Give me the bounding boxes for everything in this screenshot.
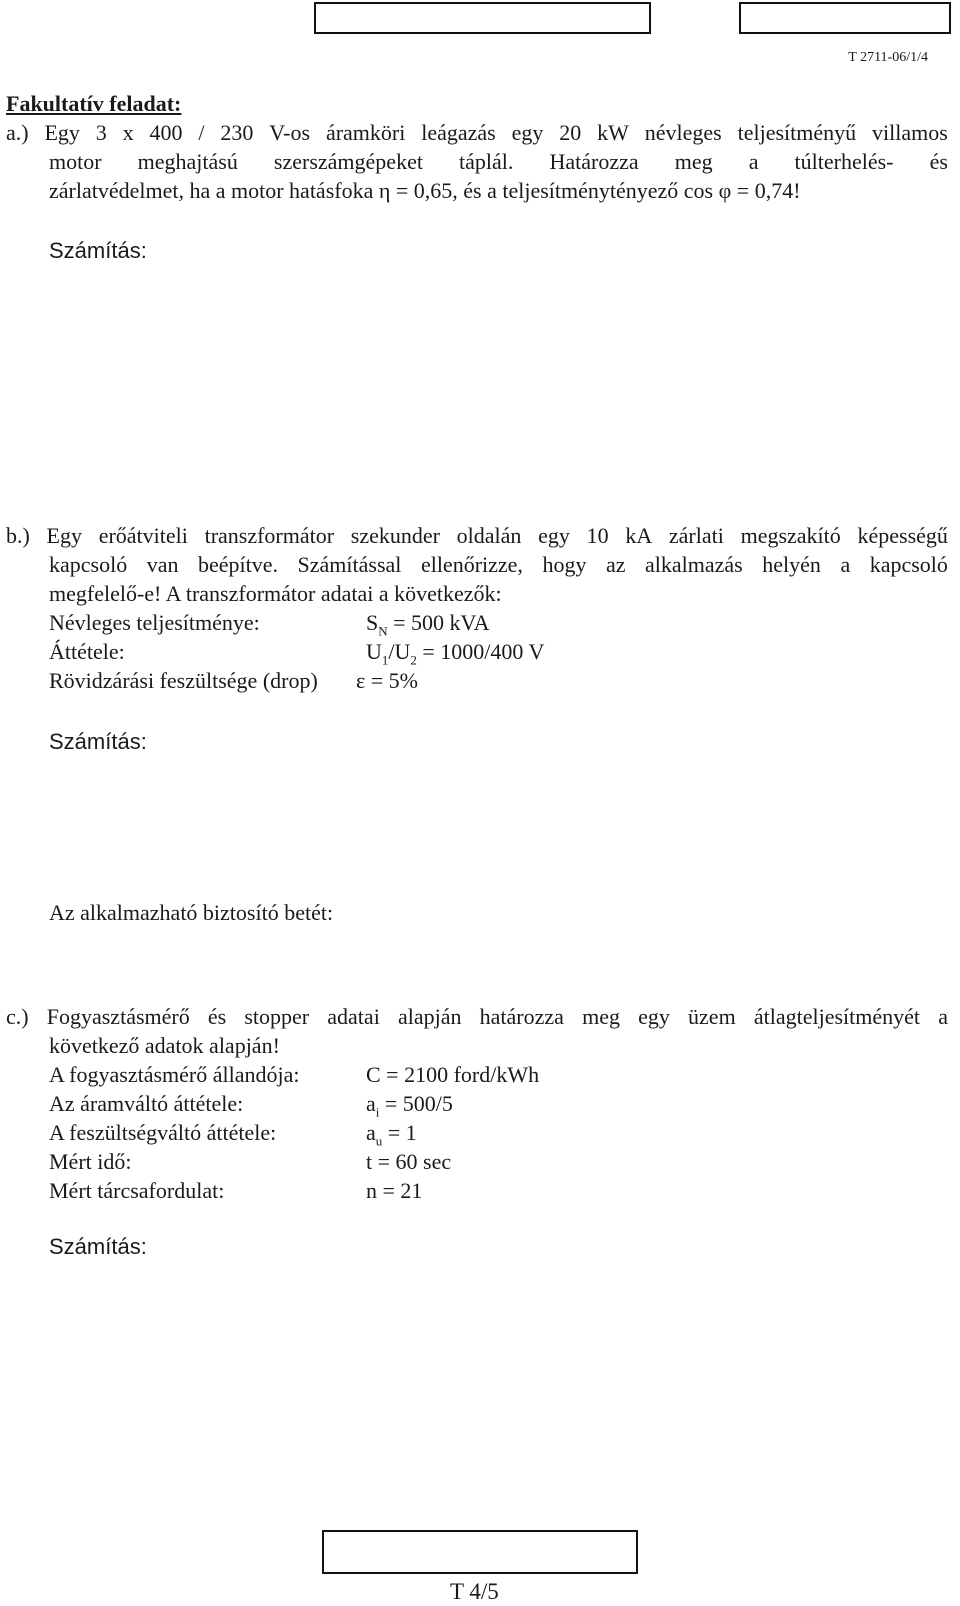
word: Határozza xyxy=(549,149,639,174)
part-b-line-2 xyxy=(49,551,948,579)
word: névleges xyxy=(644,120,722,145)
parameter-label: Névleges teljesítménye: xyxy=(49,610,260,635)
word: x xyxy=(122,120,134,145)
word: Egy xyxy=(46,523,82,548)
word: zárlati xyxy=(668,523,724,548)
value-text: = 500 kVA xyxy=(387,610,490,635)
part-c-calculation-label: Számítás: xyxy=(49,1234,147,1259)
score-box-right xyxy=(739,2,951,34)
word: kW xyxy=(597,120,629,145)
part-b-line-1 xyxy=(6,522,948,550)
value-text: S xyxy=(366,610,379,635)
fuse-label: Az alkalmazható biztosító betét: xyxy=(49,900,334,925)
word: b.) xyxy=(6,523,30,548)
word: túlterhelés- xyxy=(794,149,894,174)
word: hogy xyxy=(542,552,587,577)
subscript: N xyxy=(378,623,388,639)
word: 400 xyxy=(149,120,183,145)
word: szekunder xyxy=(350,523,440,548)
parameter-label: Áttétele: xyxy=(49,639,125,664)
word: a.) xyxy=(6,120,29,145)
parameter-value xyxy=(356,667,418,695)
word: meg xyxy=(582,1004,620,1029)
word: a xyxy=(840,552,851,577)
word: Egy xyxy=(44,120,80,145)
value-text: t = 60 sec xyxy=(366,1149,452,1174)
word: kapcsoló xyxy=(869,552,948,577)
word: az xyxy=(605,552,626,577)
parameter-value xyxy=(366,1148,451,1176)
word: villamos xyxy=(872,120,948,145)
word: teljesítményű xyxy=(737,120,857,145)
part-a-line-3: zárlatvédelmet, ha a motor hatásfoka η = 0,65, és a teljesítménytényező cos φ = 0,74! xyxy=(49,178,801,203)
word: adatai xyxy=(327,1004,380,1029)
word: szerszámgépeket xyxy=(273,149,423,174)
word: egy xyxy=(538,523,570,548)
word: és xyxy=(207,1004,227,1029)
word: Fogyasztásmérő xyxy=(46,1004,190,1029)
word: erőátviteli xyxy=(98,523,188,548)
parameter-label: Mért idő: xyxy=(49,1149,132,1174)
word: oldalán xyxy=(456,523,522,548)
part-b-line-3: megfelelő-e! A transzformátor adatai a következők: xyxy=(49,581,502,606)
word: 230 xyxy=(220,120,254,145)
parameter-value xyxy=(366,1061,539,1089)
value-text: = 500/5 xyxy=(379,1091,453,1116)
word: meg xyxy=(674,149,713,174)
parameter-label: Rövidzárási feszültsége (drop) xyxy=(49,668,318,693)
word: leágazás xyxy=(421,120,496,145)
value-text: /U xyxy=(388,639,411,664)
part-a-calculation-label: Számítás: xyxy=(49,238,147,263)
word: a xyxy=(748,149,759,174)
value-text: C = 2100 ford/kWh xyxy=(366,1062,540,1087)
word: c.) xyxy=(6,1004,29,1029)
word: / xyxy=(198,120,205,145)
word: alapján xyxy=(397,1004,462,1029)
section-title: Fakultatív feladat: xyxy=(6,91,182,116)
word: van xyxy=(146,552,179,577)
word: helyén xyxy=(762,552,821,577)
part-c-line-1 xyxy=(6,1003,948,1031)
subscript: 1 xyxy=(381,652,389,668)
word: V-os xyxy=(269,120,311,145)
part-c-line-2: következő adatok alapján! xyxy=(49,1033,280,1058)
page-score-box xyxy=(322,1530,638,1574)
word: táplál. xyxy=(459,149,514,174)
value-text: = 1000/400 V xyxy=(416,639,545,664)
word: transzformátor xyxy=(204,523,335,548)
value-text: n = 21 xyxy=(366,1178,423,1203)
score-box-left xyxy=(314,2,651,34)
word: kA xyxy=(625,523,653,548)
part-b-calculation-label: Számítás: xyxy=(49,729,147,754)
word: átlagteljesítményét xyxy=(753,1004,921,1029)
word: alkalmazás xyxy=(645,552,743,577)
value-text: a xyxy=(366,1091,376,1116)
subscript: i xyxy=(375,1104,380,1120)
parameter-label: Az áramváltó áttétele: xyxy=(49,1091,244,1116)
word: meghajtású xyxy=(137,149,238,174)
word: 3 xyxy=(95,120,107,145)
word: a xyxy=(938,1004,948,1029)
value-text: U xyxy=(366,639,382,664)
word: és xyxy=(929,149,948,174)
word: üzem xyxy=(688,1004,736,1029)
word: áramköri xyxy=(325,120,406,145)
value-text: ε = 5% xyxy=(356,668,418,693)
part-a-line-2 xyxy=(49,148,948,176)
word: egy xyxy=(511,120,544,145)
word: képességű xyxy=(857,523,948,548)
word: 20 xyxy=(559,120,582,145)
parameter-value xyxy=(366,1177,422,1205)
parameter-label: A feszültségváltó áttétele: xyxy=(49,1120,277,1145)
word: motor xyxy=(49,149,102,174)
value-text: a xyxy=(366,1120,376,1145)
part-a-line-1 xyxy=(6,119,948,147)
word: beépítve. xyxy=(198,552,279,577)
word: kapcsoló xyxy=(49,552,128,577)
value-text: = 1 xyxy=(382,1120,417,1145)
word: Számítással xyxy=(297,552,402,577)
document-code: T 2711-06/1/4 xyxy=(848,50,928,65)
word: határozza xyxy=(479,1004,564,1029)
parameter-label: A fogyasztásmérő állandója: xyxy=(49,1062,300,1087)
parameter-label: Mért tárcsafordulat: xyxy=(49,1178,225,1203)
word: stopper xyxy=(244,1004,310,1029)
word: 10 xyxy=(586,523,609,548)
word: megszakító xyxy=(740,523,841,548)
subscript: u xyxy=(375,1133,383,1149)
page-number: T 4/5 xyxy=(450,1579,499,1604)
subscript: 2 xyxy=(410,652,417,668)
word: ellenőrizze, xyxy=(420,552,523,577)
word: egy xyxy=(638,1004,670,1029)
